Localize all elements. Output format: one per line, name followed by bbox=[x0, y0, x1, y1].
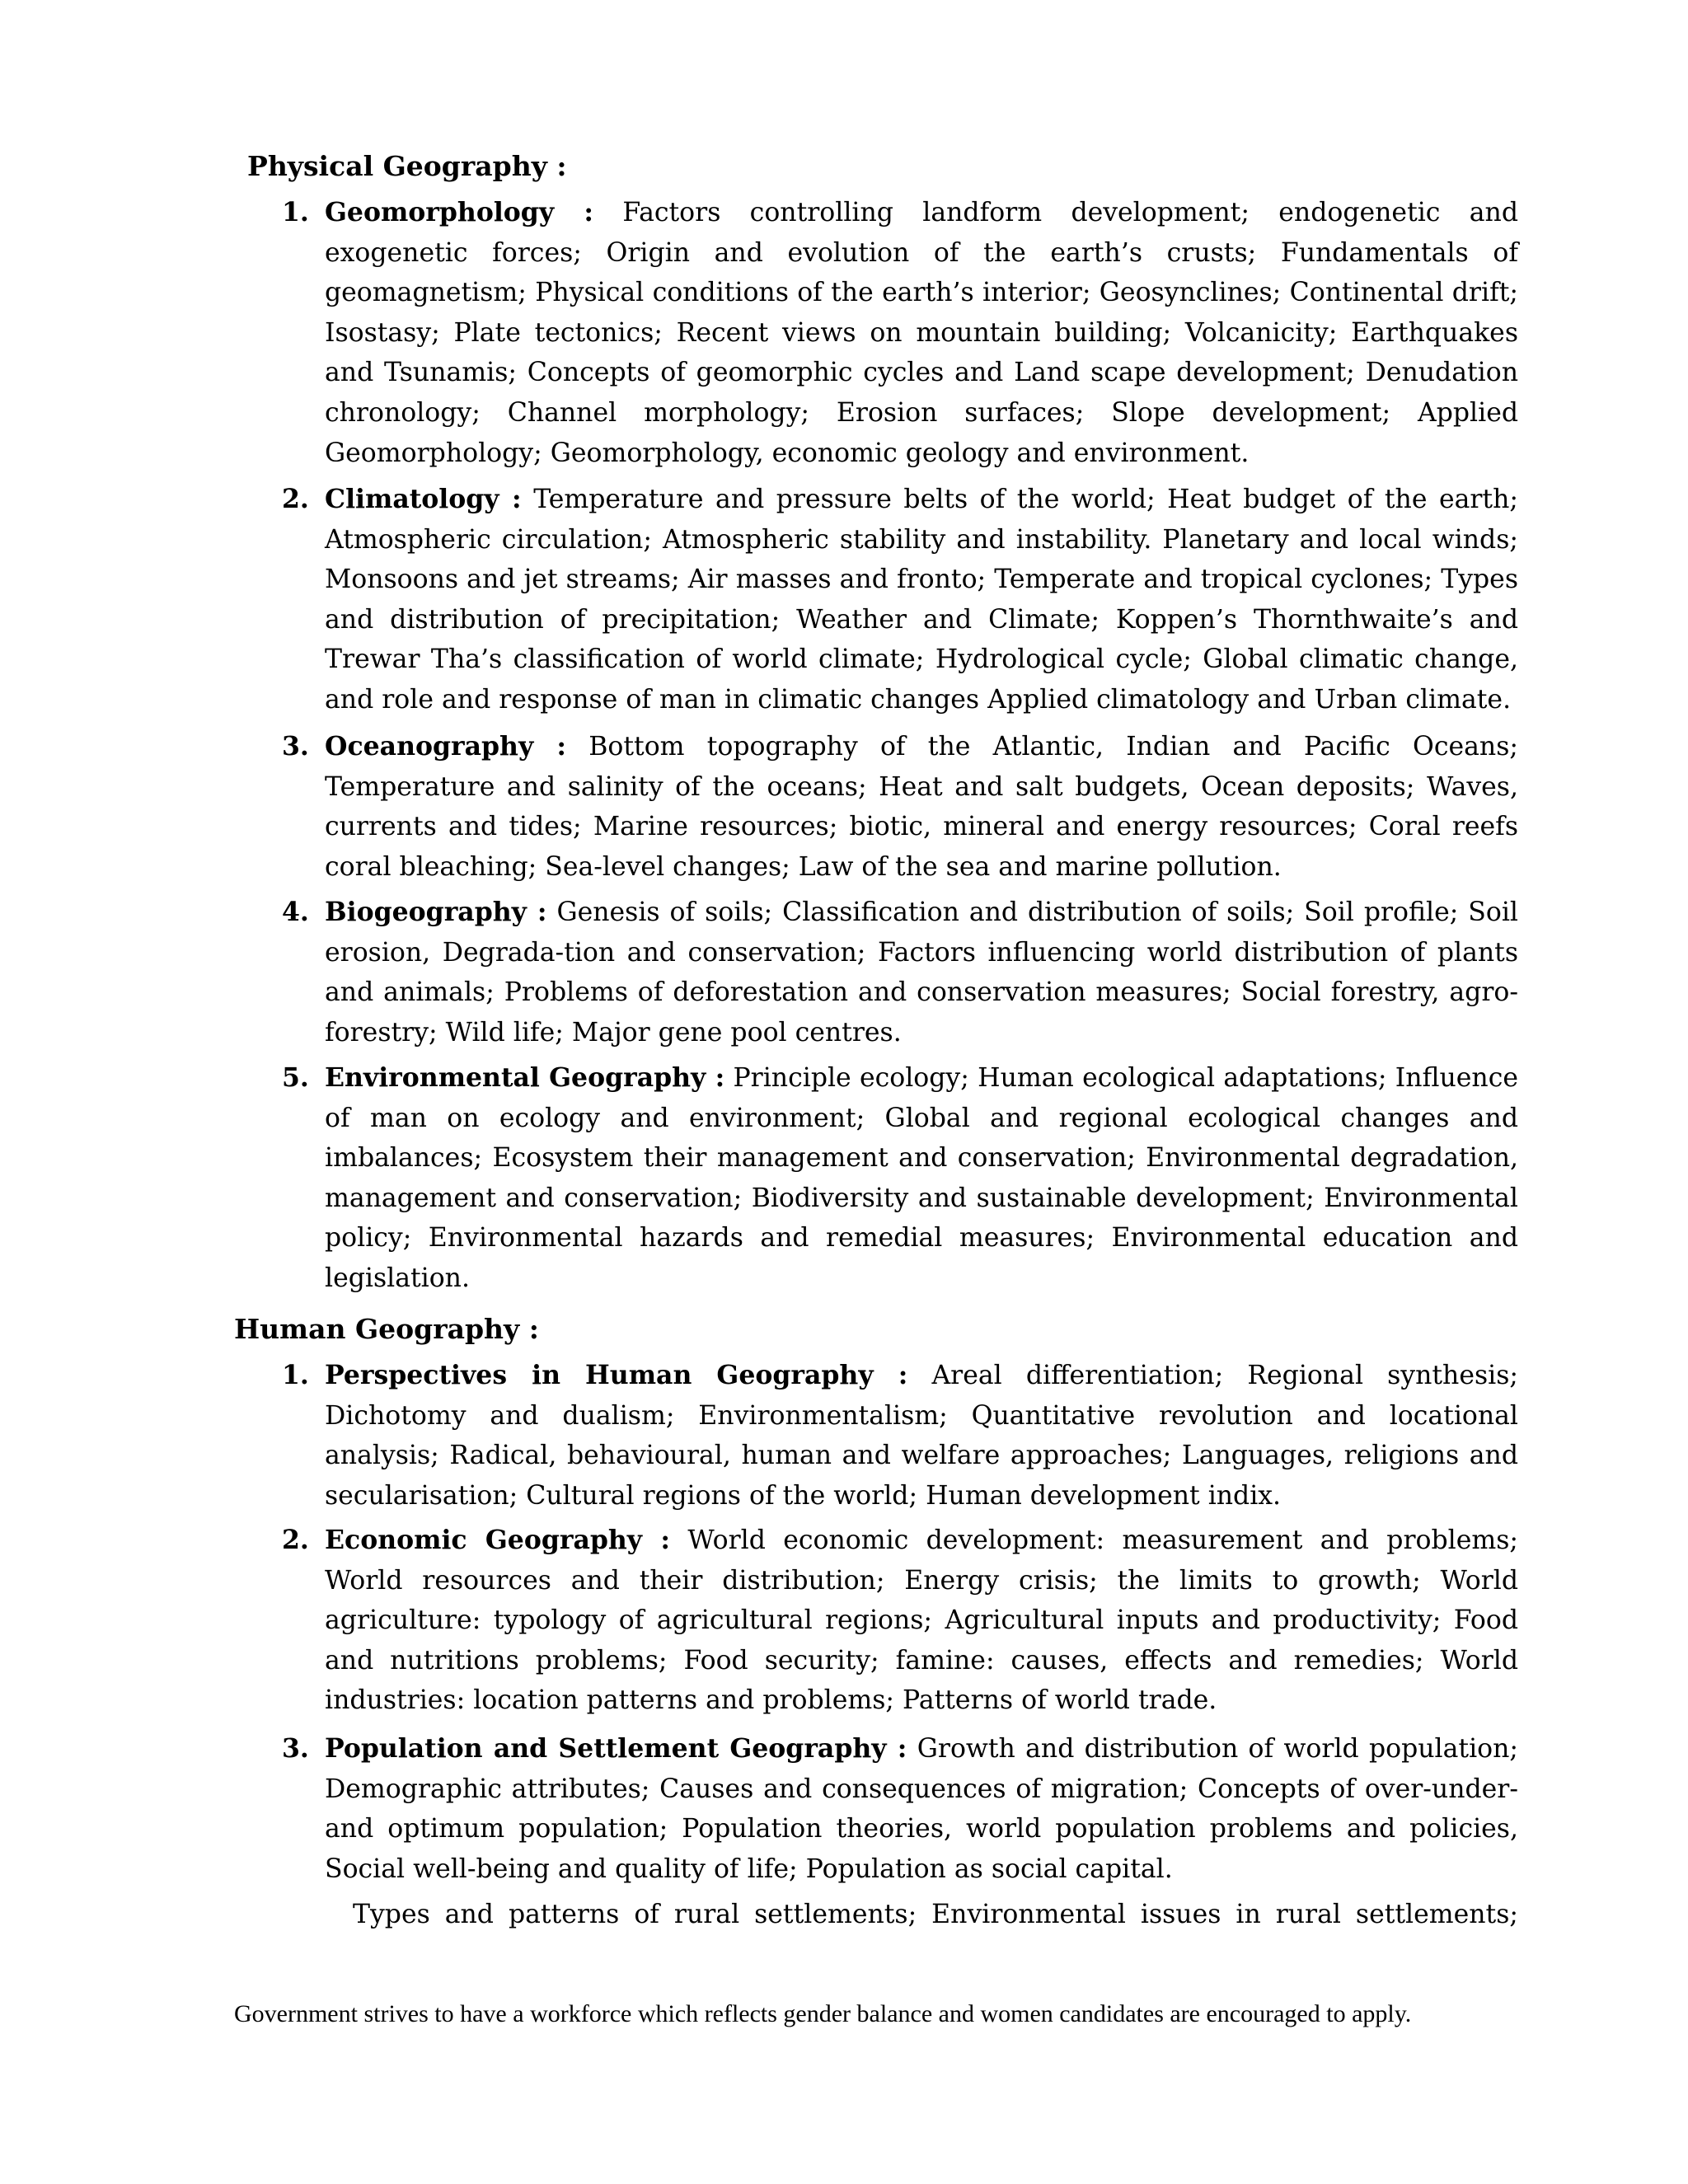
item-body bbox=[325, 1356, 1518, 1516]
item-term: Economic Geography : bbox=[325, 1525, 671, 1555]
page-footer-note: Government strives to have a workforce which reflects gender balance and women candidates are encouraged to apply. bbox=[234, 2000, 1412, 2027]
item-body bbox=[325, 1058, 1518, 1299]
item-text: Factors controlling landform development; endogenetic and exogenetic forces; Origin and evolution of the earth’s crusts; Fundamentals of geomagnetism; Physical conditions of the earth’s interior; Geosynclines; Continental drift; Isostasy; Plate tectonics; Recent views on mountain building; Volcanicity; Earthquakes and Tsunamis; Concepts of geomorphic cycles and Land scape development; Denudation chronology; Channel morphology; Erosion surfaces; Slope development; Applied Geomorphology; Geomorphology, economic geology and environment. bbox=[325, 198, 1518, 468]
item-body bbox=[325, 893, 1518, 1052]
list-item-geomorphology bbox=[282, 193, 1518, 473]
item-number: 5. bbox=[282, 1062, 309, 1093]
item-body bbox=[325, 727, 1518, 887]
item-text: Genesis of soils; Classification and distribution of soils; Soil profile; Soil erosion, Degrada-tion and conservation; Factors influencing world distribution of plants and animals; Problems of deforestation and conservation measures; Social forestry, agro-forestry; Wild life; Major gene pool centres. bbox=[325, 898, 1518, 1047]
section-heading-human-geography: Human Geography : bbox=[234, 1313, 539, 1345]
item-number: 3. bbox=[282, 731, 309, 762]
item-text: Areal differentiation; Regional synthesis; Dichotomy and dualism; Environmentalism; Quantitative revolution and locational analysis; Radical, behavioural, human and welfare approaches; Languages, religions and secularisation; Cultural regions of the world; Human development indix. bbox=[325, 1361, 1518, 1511]
item-body bbox=[325, 1729, 1518, 1889]
list-item-economic-geography bbox=[282, 1521, 1518, 1721]
item-term: Perspectives in Human Geography : bbox=[325, 1360, 908, 1390]
item-text: Growth and distribution of world population; Demographic attributes; Causes and consequences of migration; Concepts of over-under-and optimum population; Population theories, world population problems and policies, Social well-being and quality of life; Population as social capital. bbox=[325, 1734, 1519, 1884]
item-term: Population and Settlement Geography : bbox=[325, 1733, 907, 1764]
item-term: Geomorphology : bbox=[325, 197, 594, 227]
item-number: 1. bbox=[282, 197, 309, 227]
item-body bbox=[325, 193, 1518, 473]
item-number: 2. bbox=[282, 1525, 309, 1555]
item-text: World economic development: measurement and problems; World resources and their distribution; Energy crisis; the limits to growth; World agriculture: typology of agricultural regions; Agricultural inputs and productivity; Food and nutritions problems; Food security; famine: causes, effects and remedies; World industries: location patterns and problems; Patterns of world trade. bbox=[325, 1526, 1518, 1716]
item-number: 4. bbox=[282, 897, 309, 927]
continuation-paragraph: Types and patterns of rural settlements; Environmental issues in rural settlements; bbox=[353, 1900, 1518, 1929]
item-number: 2. bbox=[282, 484, 309, 514]
item-term: Biogeography : bbox=[325, 897, 547, 927]
item-text: Bottom topography of the Atlantic, Indian and Pacific Oceans; Temperature and salinity of the oceans; Heat and salt budgets, Ocean deposits; Waves, currents and tides; Marine resources; biotic, mineral and energy resources; Coral reefs coral bleaching; Sea-level changes; Law of the sea and marine pollution. bbox=[325, 732, 1518, 882]
item-text: Temperature and pressure belts of the world; Heat budget of the earth; Atmospheric circulation; Atmospheric stability and instability. Planetary and local winds; Monsoons and jet streams; Air masses and fronto; Temperate and tropical cyclones; Types and distribution of precipitation; Weather and Climate; Koppen’s Thornthwaite’s and Trewar Tha’s classification of world climate; Hydrological cycle; Global climatic change, and role and response of man in climatic changes Applied climatology and Urban climate. bbox=[325, 485, 1518, 715]
item-number: 1. bbox=[282, 1360, 309, 1390]
item-term: Climatology : bbox=[325, 484, 522, 514]
section-heading-physical-geography: Physical Geography : bbox=[247, 150, 567, 182]
list-item-environmental-geography bbox=[282, 1058, 1518, 1299]
item-text: Principle ecology; Human ecological adaptations; Influence of man on ecology and environment; Global and regional ecological changes and imbalances; Ecosystem their management and conservation; Environmental degradation, management and conservation; Biodiversity and sustainable development; Environmental policy; Environmental hazards and remedial measures; Environmental education and legislation. bbox=[325, 1063, 1518, 1293]
item-term: Environmental Geography : bbox=[325, 1062, 725, 1093]
list-item-perspectives bbox=[282, 1356, 1518, 1516]
list-item-population-settlement bbox=[282, 1729, 1518, 1889]
list-item-climatology bbox=[282, 480, 1518, 720]
item-body bbox=[325, 1521, 1518, 1721]
list-item-biogeography bbox=[282, 893, 1518, 1052]
item-number: 3. bbox=[282, 1733, 309, 1764]
list-item-oceanography bbox=[282, 727, 1518, 887]
item-term: Oceanography : bbox=[325, 731, 567, 762]
item-body bbox=[325, 480, 1518, 720]
